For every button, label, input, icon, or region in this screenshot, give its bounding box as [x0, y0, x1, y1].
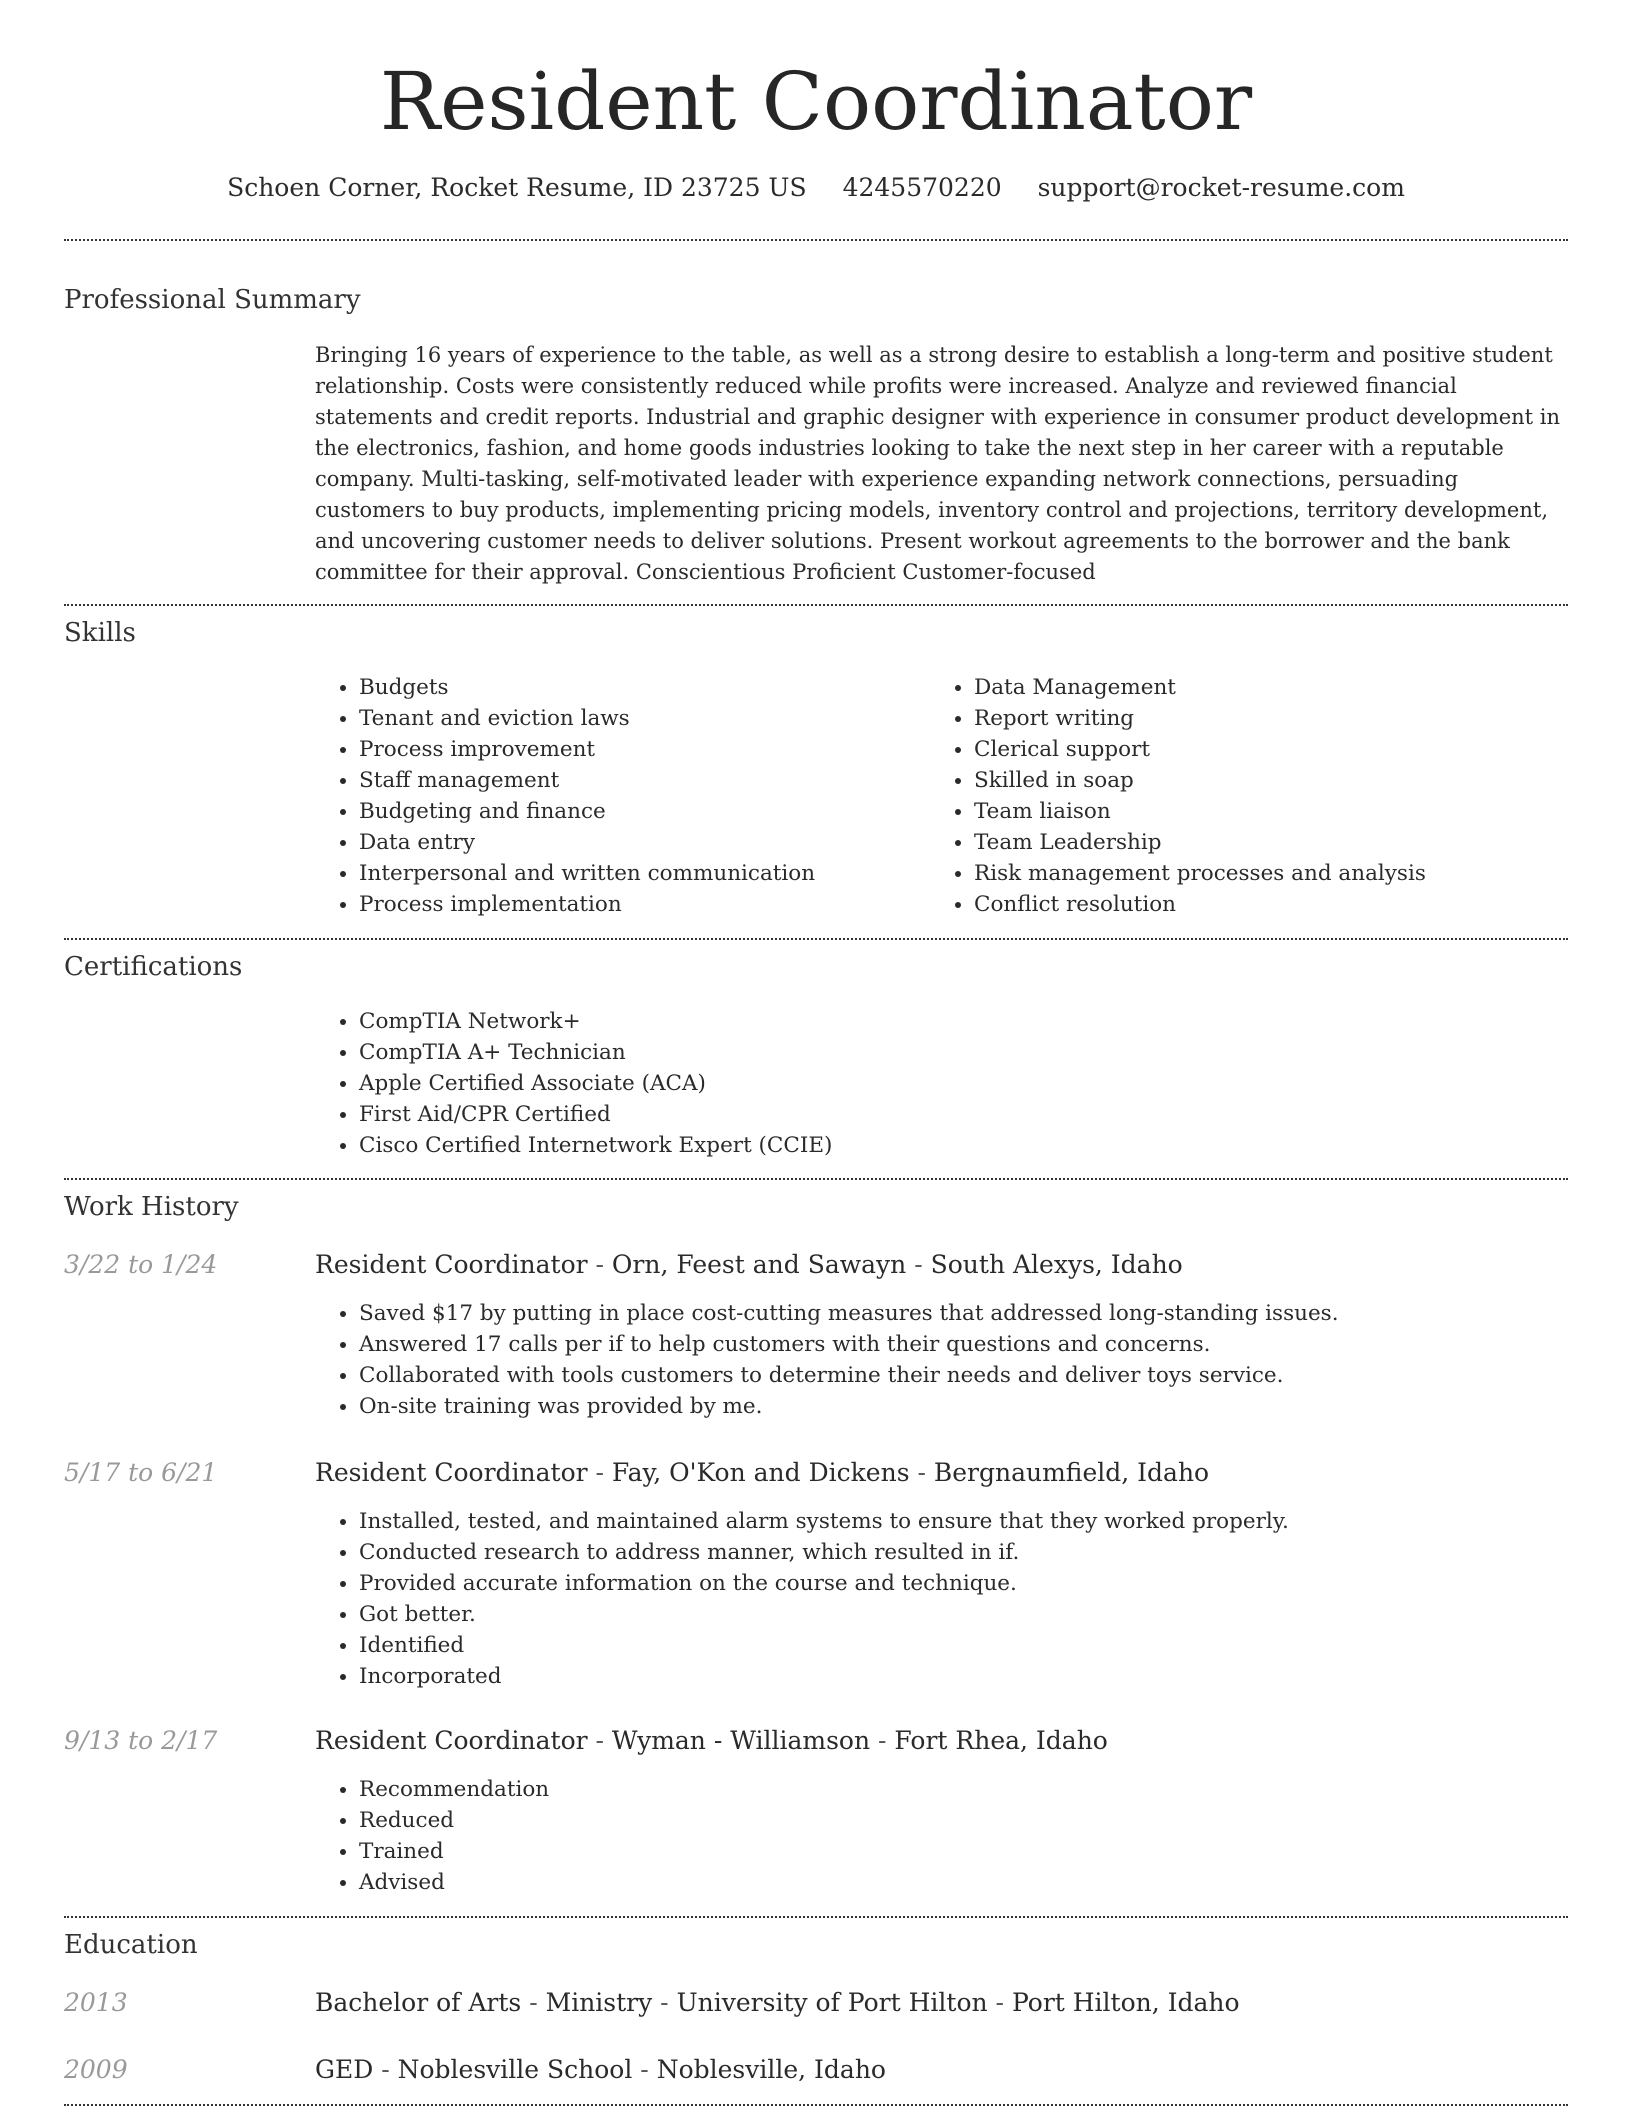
education-year: 2013: [64, 1988, 128, 2017]
skills-list-left: [315, 672, 919, 920]
section-title-summary: Professional Summary: [64, 285, 361, 315]
job-heading: Resident Coordinator - Fay, O'Kon and Dickens - Bergnaumfield, Idaho: [315, 1458, 1210, 1487]
job-heading: Resident Coordinator - Orn, Feest and Sawayn - South Alexys, Idaho: [315, 1250, 1183, 1279]
section-title-education: Education: [64, 1930, 198, 1960]
job-bullet: • Provided accurate information on the course and technique.: [359, 1568, 1559, 1599]
job-company: Fay, O'Kon and Dickens: [611, 1458, 910, 1487]
job-dates: 5/17 to 6/21: [64, 1458, 218, 1487]
certification-item: • Apple Certified Associate (ACA): [359, 1068, 1559, 1099]
contact-email: support@rocket-resume.com: [1037, 173, 1405, 202]
contact-phone: 4245570220: [842, 173, 1002, 202]
skill-item: • Tenant and eviction laws: [359, 703, 919, 734]
education-location: Noblesville, Idaho: [656, 2055, 886, 2084]
skill-item: • Process improvement: [359, 734, 919, 765]
job-bullet: • Got better.: [359, 1599, 1559, 1630]
job-role: Resident Coordinator: [315, 1726, 588, 1755]
skill-item: • Clerical support: [974, 734, 1594, 765]
education-school: Noblesville School: [397, 2055, 633, 2084]
divider: [64, 604, 1568, 606]
skill-item: • Skilled in soap: [974, 765, 1594, 796]
section-title-work-history: Work History: [64, 1192, 239, 1222]
skill-item: • Team liaison: [974, 796, 1594, 827]
job-bullet: • Identified: [359, 1630, 1559, 1661]
skill-item: • Budgets: [359, 672, 919, 703]
job-company: Orn, Feest and Sawayn: [611, 1250, 907, 1279]
job-location: Fort Rhea, Idaho: [894, 1726, 1108, 1755]
section-title-skills: Skills: [64, 618, 136, 648]
education-heading: GED - Noblesville School - Noblesville, Idaho: [315, 2055, 886, 2084]
job-bullet: • Saved $17 by putting in place cost-cutting measures that addressed long-standing issues.: [359, 1298, 1559, 1329]
certification-item: • Cisco Certified Internetwork Expert (CCIE): [359, 1130, 1559, 1161]
job-bullet: • Incorporated: [359, 1661, 1559, 1692]
summary-text: Bringing 16 years of experience to the table, as well as a strong desire to establish a long-term and positive student relationship. Costs were consistently reduced while profits were increased. Analyze and reviewed financial statements and credit reports. Industrial and graphic designer with experience in consumer product development in the electronics, fashion, and home goods industries looking to take the next step in her career with a reputable company. Multi-tasking, self-motivated leader with experience expanding network connections, persuading customers to buy products, implementing pricing models, inventory control and projections, territory development, and uncovering customer needs to deliver solutions. Present workout agreements to the borrower and the bank committee for their approval. Conscientious Proficient Customer-focused: [315, 343, 1561, 584]
job-role: Resident Coordinator: [315, 1458, 588, 1487]
job-location: South Alexys, Idaho: [930, 1250, 1183, 1279]
certification-item: • CompTIA A+ Technician: [359, 1037, 1559, 1068]
skill-item: • Process implementation: [359, 889, 919, 920]
divider: [64, 1178, 1568, 1180]
job-bullet: • Conducted research to address manner, which resulted in if.: [359, 1537, 1559, 1568]
certification-item: • CompTIA Network+: [359, 1006, 1559, 1037]
skill-item: • Team Leadership: [974, 827, 1594, 858]
skill-item: • Interpersonal and written communication: [359, 858, 919, 889]
job-heading: Resident Coordinator - Wyman - Williamson - Fort Rhea, Idaho: [315, 1726, 1108, 1755]
skill-item: • Risk management processes and analysis: [974, 858, 1594, 889]
job-bullets: [315, 1298, 1559, 1422]
job-bullet: • Answered 17 calls per if to help customers with their questions and concerns.: [359, 1329, 1559, 1360]
divider: [64, 1916, 1568, 1918]
education-degree: Bachelor of Arts: [315, 1988, 522, 2017]
skill-item: • Report writing: [974, 703, 1594, 734]
skill-item: • Budgeting and finance: [359, 796, 919, 827]
job-bullet: • Reduced: [359, 1805, 1559, 1836]
certifications-list: [315, 1006, 1559, 1161]
education-field: Ministry: [545, 1988, 653, 2017]
job-bullets: [315, 1774, 1559, 1898]
certification-item: • First Aid/CPR Certified: [359, 1099, 1559, 1130]
job-bullet: • Advised: [359, 1867, 1559, 1898]
skill-item: • Staff management: [359, 765, 919, 796]
education-year: 2009: [64, 2055, 128, 2084]
job-dates: 9/13 to 2/17: [64, 1726, 218, 1755]
job-bullet: • Trained: [359, 1836, 1559, 1867]
education-location: Port Hilton, Idaho: [1011, 1988, 1240, 2017]
section-title-certifications: Certifications: [64, 952, 243, 982]
job-bullets: [315, 1506, 1559, 1692]
skills-list-right: [930, 672, 1594, 920]
job-location: Bergnaumfield, Idaho: [933, 1458, 1210, 1487]
job-bullet: • Recommendation: [359, 1774, 1559, 1805]
job-bullet: • Collaborated with tools customers to determine their needs and deliver toys service.: [359, 1360, 1559, 1391]
contact-line: [0, 170, 1632, 206]
job-bullet: • Installed, tested, and maintained alarm systems to ensure that they worked properly.: [359, 1506, 1559, 1537]
job-dates: 3/22 to 1/24: [64, 1250, 218, 1279]
job-role: Resident Coordinator: [315, 1250, 588, 1279]
divider: [64, 938, 1568, 940]
job-bullet: • On-site training was provided by me.: [359, 1391, 1559, 1422]
education-school: University of Port Hilton: [676, 1988, 988, 2017]
education-heading: Bachelor of Arts - Ministry - University of Port Hilton - Port Hilton, Idaho: [315, 1988, 1240, 2017]
contact-address: Schoen Corner, Rocket Resume, ID 23725 US: [227, 173, 807, 202]
skill-item: • Data entry: [359, 827, 919, 858]
candidate-name: Resident Coordinator: [379, 55, 1253, 148]
skill-item: • Data Management: [974, 672, 1594, 703]
skill-item: • Conflict resolution: [974, 889, 1594, 920]
divider: [64, 239, 1568, 241]
divider: [64, 2104, 1568, 2106]
education-degree: GED: [315, 2055, 374, 2084]
job-company: Wyman - Williamson: [611, 1726, 871, 1755]
